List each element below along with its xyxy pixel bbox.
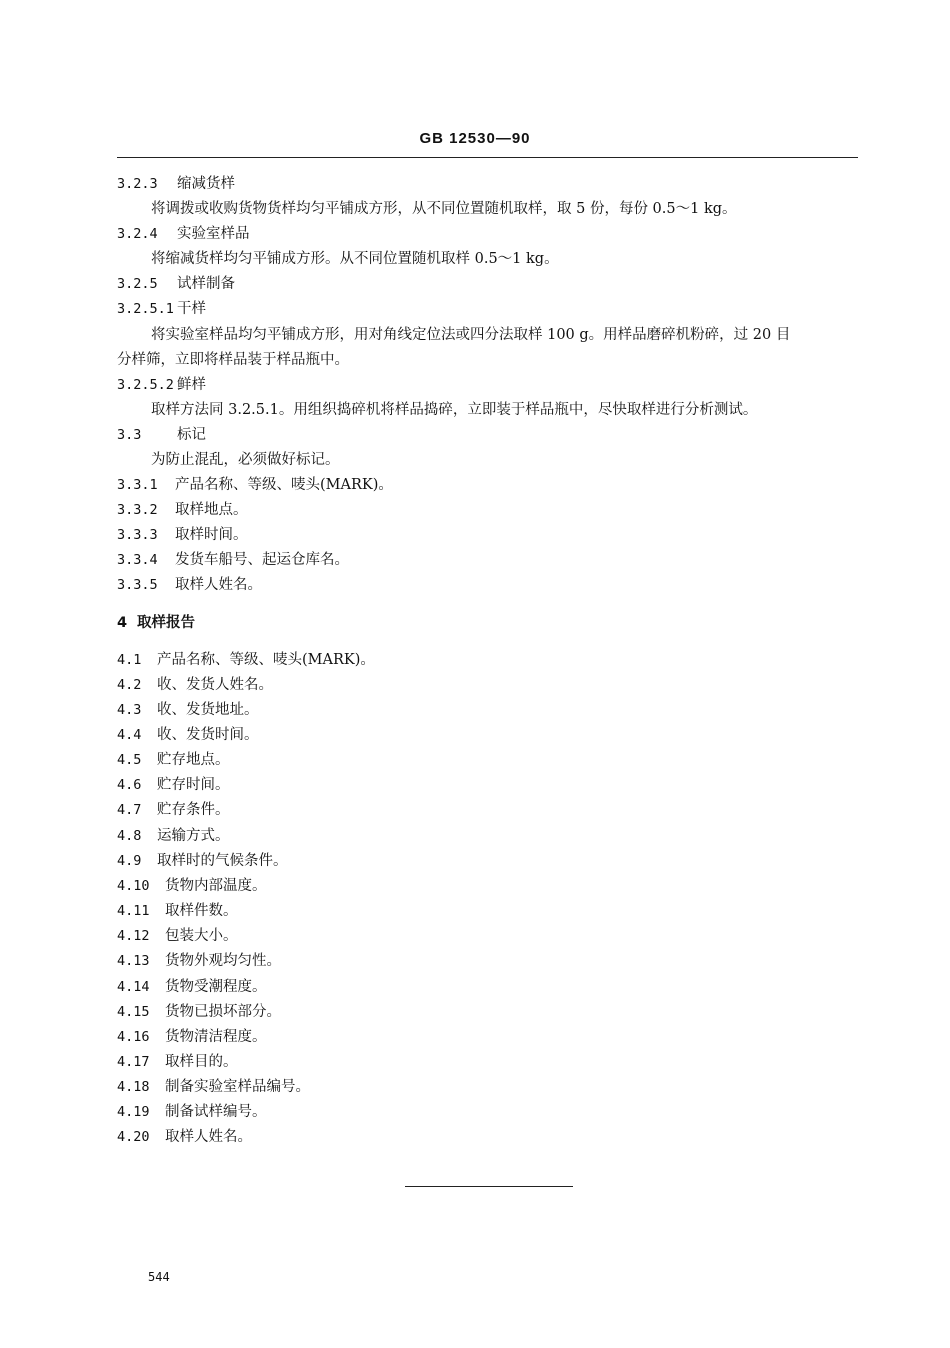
item-text: 贮存条件。 (157, 802, 230, 818)
section-title: 鲜样 (177, 377, 206, 393)
item-text: 运输方式。 (157, 828, 230, 844)
section-title: 试样制备 (177, 276, 235, 292)
list-item (117, 500, 248, 520)
section-number: 4 (117, 615, 128, 631)
section-title: 实验室样品 (177, 226, 250, 242)
item-text: 货物外观均匀性。 (165, 953, 281, 969)
item-number: 4.15 (117, 1004, 150, 1020)
item-text: 制备实验室样品编号。 (165, 1079, 310, 1095)
item-text: 取样时间。 (175, 527, 248, 543)
list-item (117, 550, 349, 570)
item-text: 收、发货人姓名。 (157, 677, 273, 693)
section-3-2-5-1-heading (117, 299, 206, 319)
item-text: 取样人姓名。 (165, 1129, 252, 1145)
section-3-2-4-body: 将缩减货样均匀平铺成方形。从不同位置随机取样 0.5～1 kg。 (151, 251, 559, 267)
list-item (117, 1127, 252, 1147)
list-item (117, 475, 393, 495)
item-text: 货物清洁程度。 (165, 1029, 267, 1045)
item-number: 4.10 (117, 878, 150, 894)
item-number: 3.3.3 (117, 527, 158, 543)
item-number: 4.11 (117, 903, 150, 919)
section-number: 3.2.3 (117, 176, 158, 192)
section-3-2-5-heading (117, 274, 235, 294)
item-number: 4.8 (117, 828, 142, 844)
list-item (117, 525, 248, 545)
list-item (117, 675, 273, 695)
section-3-2-4-heading (117, 224, 250, 244)
section-title: 缩减货样 (177, 176, 235, 192)
item-text: 贮存地点。 (157, 752, 230, 768)
item-text: 包装大小。 (165, 928, 238, 944)
item-text: 收、发货时间。 (157, 727, 259, 743)
list-item (117, 700, 259, 720)
list-item (117, 1027, 267, 1047)
list-item (117, 800, 230, 820)
item-number: 4.19 (117, 1104, 150, 1120)
end-rule (405, 1186, 573, 1187)
item-number: 4.4 (117, 727, 142, 743)
list-item (117, 725, 259, 745)
section-title: 取样报告 (137, 615, 195, 631)
section-number: 3.2.5.1 (117, 301, 174, 317)
list-item (117, 750, 230, 770)
section-3-3-heading (117, 425, 206, 445)
item-number: 3.3.4 (117, 552, 158, 568)
item-number: 4.20 (117, 1129, 150, 1145)
item-text: 产品名称、等级、唛头(MARK)。 (157, 652, 375, 668)
item-text: 取样目的。 (165, 1054, 238, 1070)
item-text: 货物受潮程度。 (165, 979, 267, 995)
item-number: 3.3.2 (117, 502, 158, 518)
list-item (117, 851, 288, 871)
item-number: 3.3.1 (117, 477, 158, 493)
list-item (117, 1052, 238, 1072)
section-3-2-3-body: 将调拨或收购货物货样均匀平铺成方形，从不同位置随机取样，取 5 份，每份 0.5～1 kg。 (151, 201, 737, 217)
section-3-2-3-heading (117, 174, 235, 194)
item-number: 4.12 (117, 928, 150, 944)
section-number: 3.2.5 (117, 276, 158, 292)
list-item (117, 926, 238, 946)
item-text: 取样时的气候条件。 (157, 853, 288, 869)
page-number: 544 (148, 1270, 170, 1284)
standard-code-header: GB 12530—90 (419, 130, 531, 147)
section-3-3-body: 为防止混乱，必须做好标记。 (151, 452, 340, 468)
item-text: 货物已损坏部分。 (165, 1004, 281, 1020)
list-item (117, 650, 375, 670)
section-title: 标记 (177, 427, 206, 443)
header-rule (117, 157, 858, 158)
item-text: 制备试样编号。 (165, 1104, 267, 1120)
section-number: 3.3 (117, 427, 142, 443)
item-number: 4.13 (117, 953, 150, 969)
list-item (117, 901, 238, 921)
section-number: 3.2.4 (117, 226, 158, 242)
item-number: 4.1 (117, 652, 142, 668)
list-item (117, 826, 230, 846)
item-number: 4.14 (117, 979, 150, 995)
item-number: 4.16 (117, 1029, 150, 1045)
section-number: 3.2.5.2 (117, 377, 174, 393)
item-text: 产品名称、等级、唛头(MARK)。 (175, 477, 393, 493)
list-item (117, 977, 267, 997)
item-number: 4.3 (117, 702, 142, 718)
item-text: 发货车船号、起运仓库名。 (175, 552, 349, 568)
item-text: 取样地点。 (175, 502, 248, 518)
item-number: 4.7 (117, 802, 142, 818)
item-text: 贮存时间。 (157, 777, 230, 793)
item-text: 收、发货地址。 (157, 702, 259, 718)
section-3-2-5-2-heading (117, 375, 206, 395)
list-item (117, 951, 281, 971)
list-item (117, 876, 267, 896)
section-3-2-5-2-body: 取样方法同 3.2.5.1。用组织捣碎机将样品捣碎，立即装于样品瓶中，尽快取样进行分析测试。 (151, 402, 758, 418)
item-number: 4.9 (117, 853, 142, 869)
section-4-heading (117, 613, 195, 633)
item-number: 3.3.5 (117, 577, 158, 593)
list-item (117, 1002, 281, 1022)
item-number: 4.18 (117, 1079, 150, 1095)
item-number: 4.17 (117, 1054, 150, 1070)
item-number: 4.2 (117, 677, 142, 693)
item-text: 取样件数。 (165, 903, 238, 919)
item-number: 4.6 (117, 777, 142, 793)
section-title: 干样 (177, 301, 206, 317)
item-number: 4.5 (117, 752, 142, 768)
list-item (117, 575, 262, 595)
item-text: 取样人姓名。 (175, 577, 262, 593)
section-3-2-5-1-body-line1: 将实验室样品均匀平铺成方形，用对角线定位法或四分法取样 100 g。用样品磨碎机粉碎，过 20 目 (151, 327, 791, 343)
section-3-2-5-1-body-line2: 分样筛，立即将样品装于样品瓶中。 (117, 352, 349, 368)
item-text: 货物内部温度。 (165, 878, 267, 894)
list-item (117, 1102, 267, 1122)
list-item (117, 775, 230, 795)
list-item (117, 1077, 310, 1097)
